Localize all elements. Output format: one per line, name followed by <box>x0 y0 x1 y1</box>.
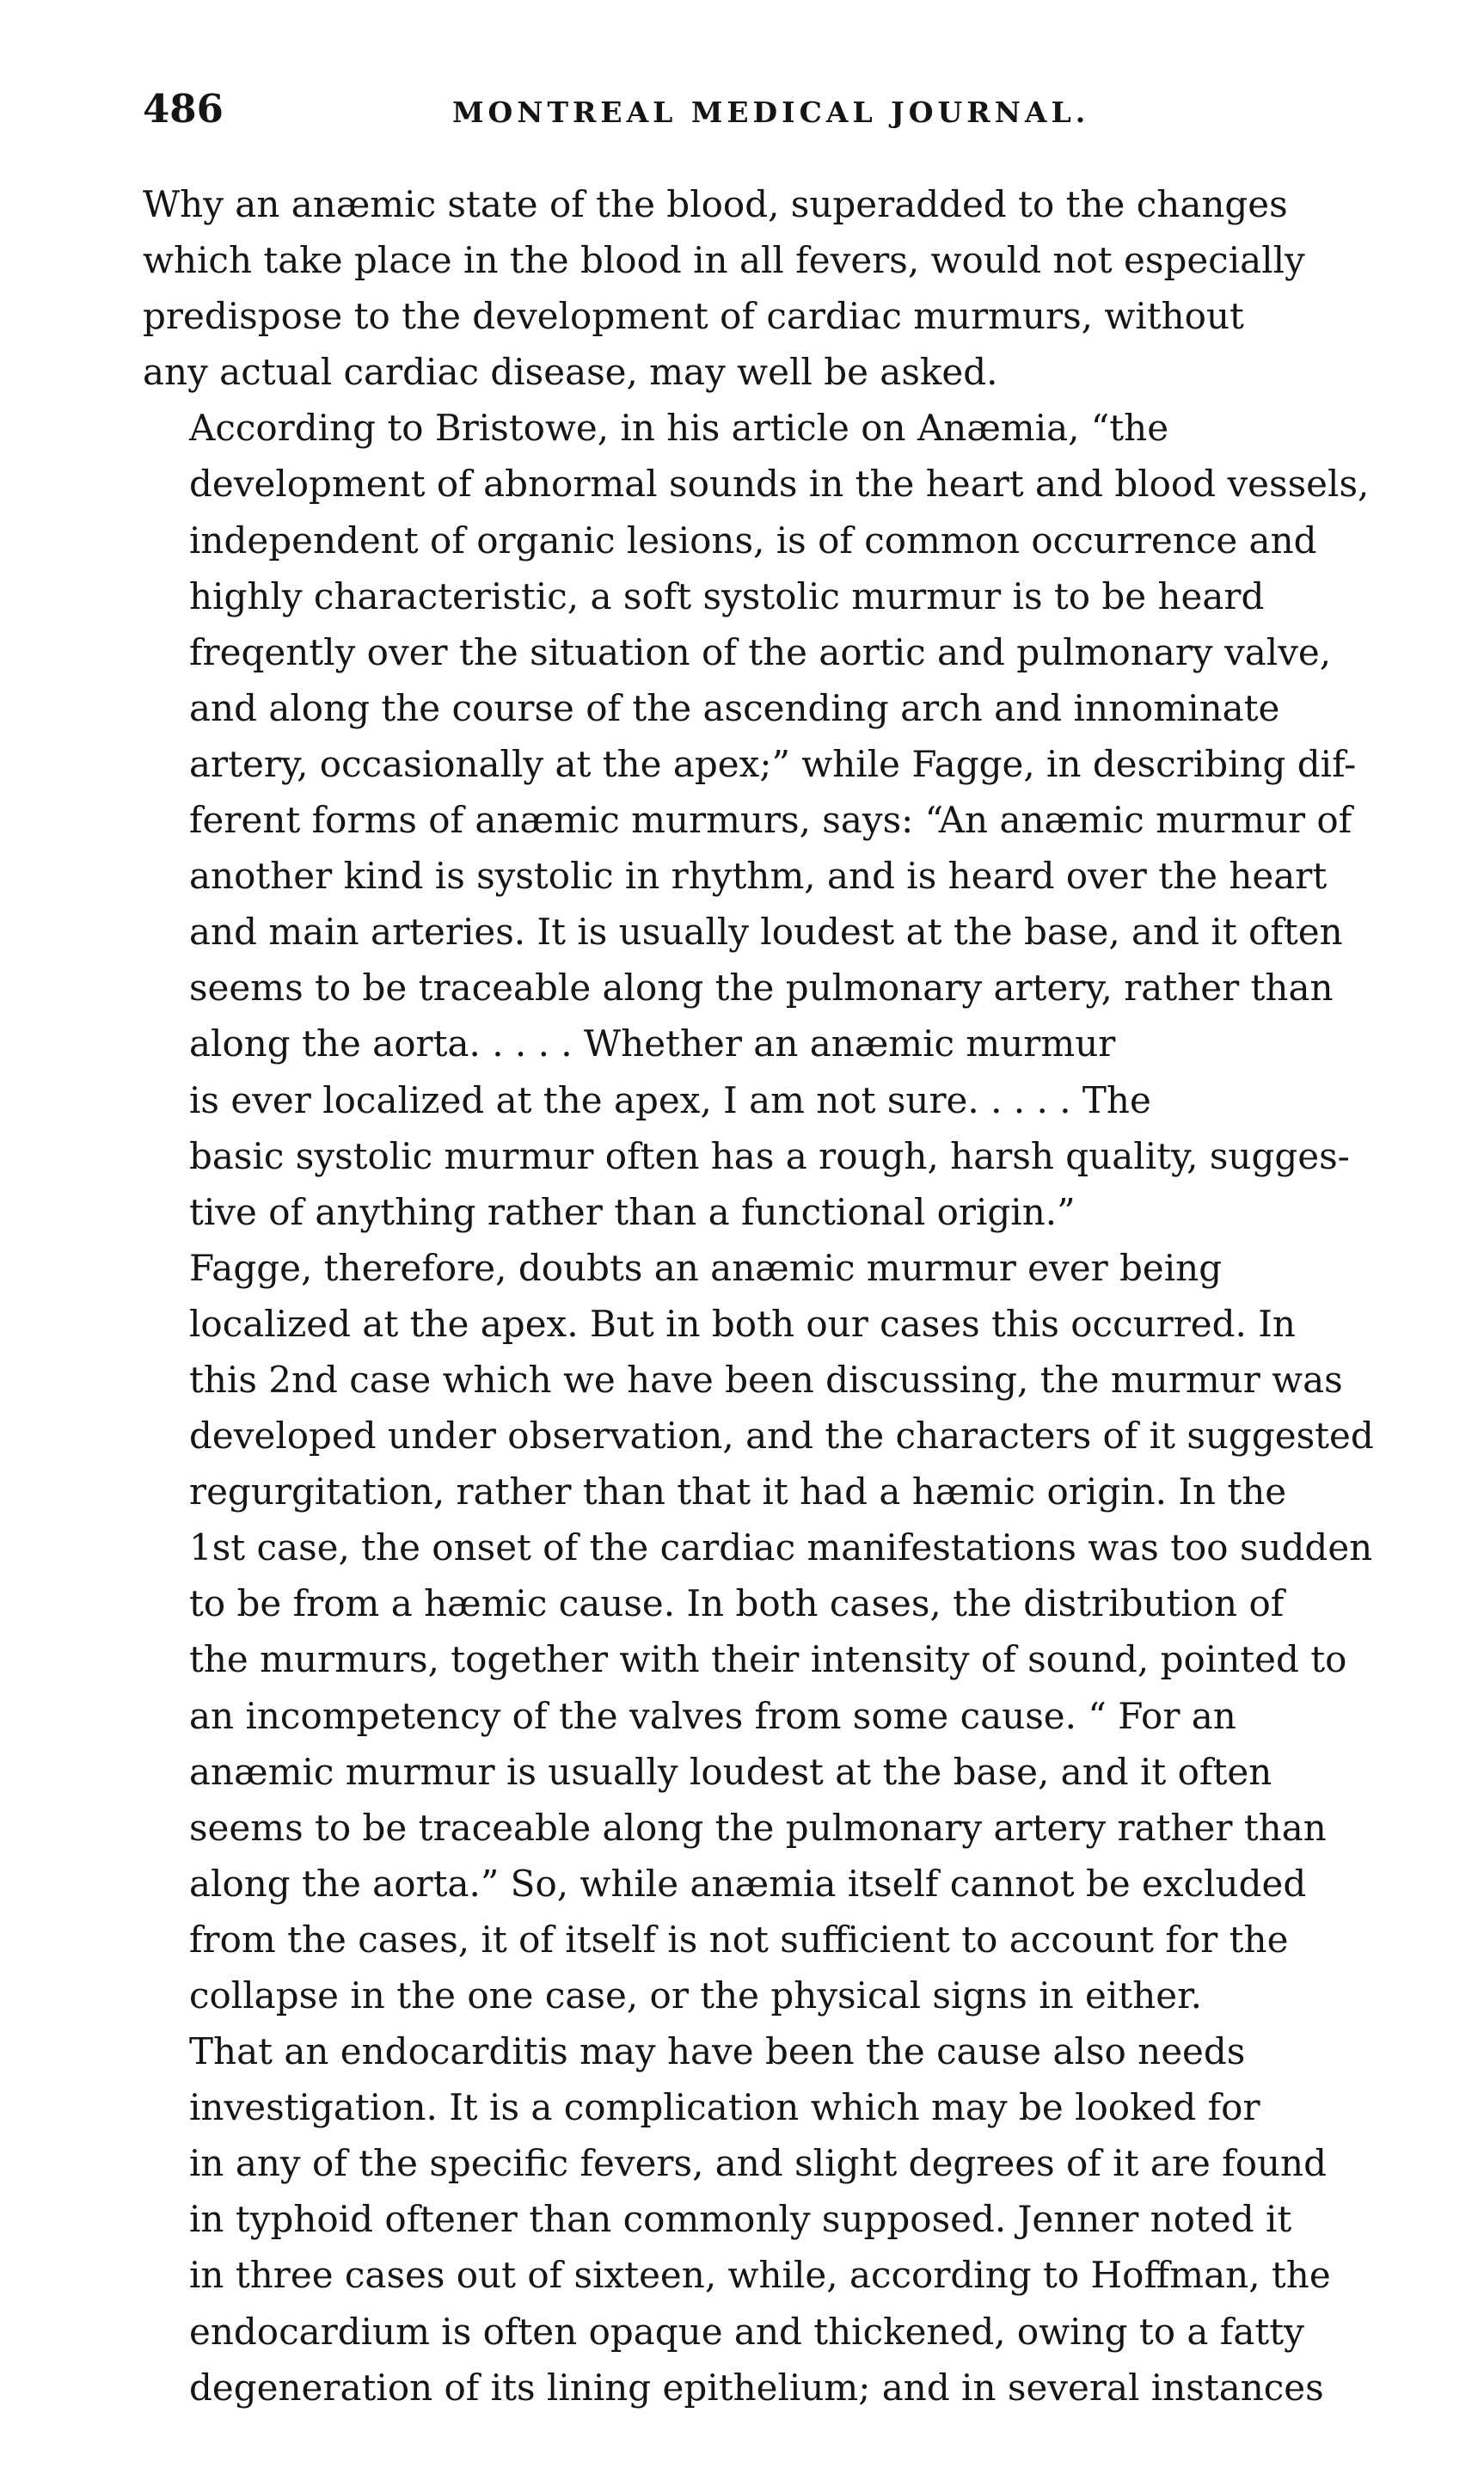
paragraph-anemic-state <box>143 176 1364 400</box>
text-line: ferent forms of anæmic murmurs, says: “An anæmic murmur of <box>189 799 1352 842</box>
text-line: independent of organic lesions, is of common occurrence and <box>189 519 1317 562</box>
text-line: development of abnormal sounds in the heart and blood vessels, <box>189 463 1370 506</box>
text-line: highly characteristic, a soft systolic murmur is to be heard <box>189 574 1265 617</box>
text-line: collapse in the one case, or the physical signs in either. <box>189 1974 1202 2017</box>
text-line: and main arteries. It is usually loudest at the base, and it often <box>189 911 1343 954</box>
text-line: which take place in the blood in all fevers, would not especially <box>143 239 1305 282</box>
text-line: another kind is systolic in rhythm, and is heard over the heart <box>189 855 1328 898</box>
text-line: degeneration of its lining epithelium; and in several instances <box>189 2366 1324 2409</box>
running-title: MONTREAL MEDICAL JOURNAL. <box>452 95 1090 129</box>
text-line: freqently over the situation of the aortic and pulmonary valve, <box>189 630 1332 673</box>
text-line: seems to be traceable along the pulmonary artery, rather than <box>189 967 1334 1010</box>
text-line: endocardium is often opaque and thickened, owing to a fatty <box>189 2310 1304 2353</box>
text-line: tive of anything rather than a functional origin.” <box>189 1190 1076 1233</box>
text-line: is ever localized at the apex, I am not sure. . . . . The <box>189 1078 1151 1121</box>
text-line: this 2nd case which we have been discussing, the murmur was <box>189 1358 1343 1401</box>
text-line: in three cases out of sixteen, while, according to Hoffman, the <box>189 2254 1331 2297</box>
text-line: anæmic murmur is usually loudest at the base, and it often <box>189 1750 1272 1793</box>
text-line: investigation. It is a complication which may be looked for <box>189 2086 1260 2129</box>
text-line: basic systolic murmur often has a rough, harsh quality, sugges- <box>189 1134 1350 1177</box>
text-line: in typhoid oftener than commonly supposed. Jenner noted it <box>189 2198 1292 2241</box>
text-line: along the aorta.” So, while anæmia itself cannot be excluded <box>189 1862 1307 1905</box>
page-header <box>143 79 1364 139</box>
paragraph-fagge-apex <box>143 1240 1374 2023</box>
text-line: developed under observation, and the characters of it suggested <box>189 1415 1374 1458</box>
paragraph-bristowe-fagge <box>143 400 1370 1239</box>
text-line: predispose to the development of cardiac murmurs, without <box>143 295 1244 338</box>
text-line: That an endocarditis may have been the cause also needs <box>189 2030 1246 2073</box>
text-line: localized at the apex. But in both our cases this occurred. In <box>189 1302 1296 1345</box>
text-line: Why an anæmic state of the blood, superadded to the changes <box>143 183 1288 225</box>
text-line: in any of the specific fevers, and slight degrees of it are found <box>189 2142 1327 2185</box>
page-number: 486 <box>143 86 224 132</box>
text-line: According to Bristowe, in his article on Anæmia, “the <box>189 407 1169 450</box>
text-line: from the cases, it of itself is not sufficient to account for the <box>189 1918 1289 1961</box>
text-line: artery, occasionally at the apex;” while Fagge, in describing dif- <box>189 742 1357 785</box>
paragraph-endocarditis <box>143 2023 1364 2416</box>
text-line: along the aorta. . . . . Whether an anæmic murmur <box>189 1022 1116 1065</box>
text-line: seems to be traceable along the pulmonary artery rather than <box>189 1806 1327 1849</box>
text-line: and along the course of the ascending arch and innominate <box>189 686 1280 729</box>
text-line: the murmurs, together with their intensity of sound, pointed to <box>189 1638 1347 1681</box>
text-line: any actual cardiac disease, may well be asked. <box>143 351 998 394</box>
text-line: Fagge, therefore, doubts an anæmic murmur ever being <box>189 1246 1223 1289</box>
text-line: an incompetency of the valves from some cause. “ For an <box>189 1694 1236 1737</box>
text-line: 1st case, the onset of the cardiac manifestations was too sudden <box>189 1526 1373 1569</box>
text-line: regurgitation, rather than that it had a hæmic origin. In the <box>189 1470 1287 1513</box>
article-body <box>143 176 1374 2416</box>
text-line: to be from a hæmic cause. In both cases, the distribution of <box>189 1582 1285 1625</box>
